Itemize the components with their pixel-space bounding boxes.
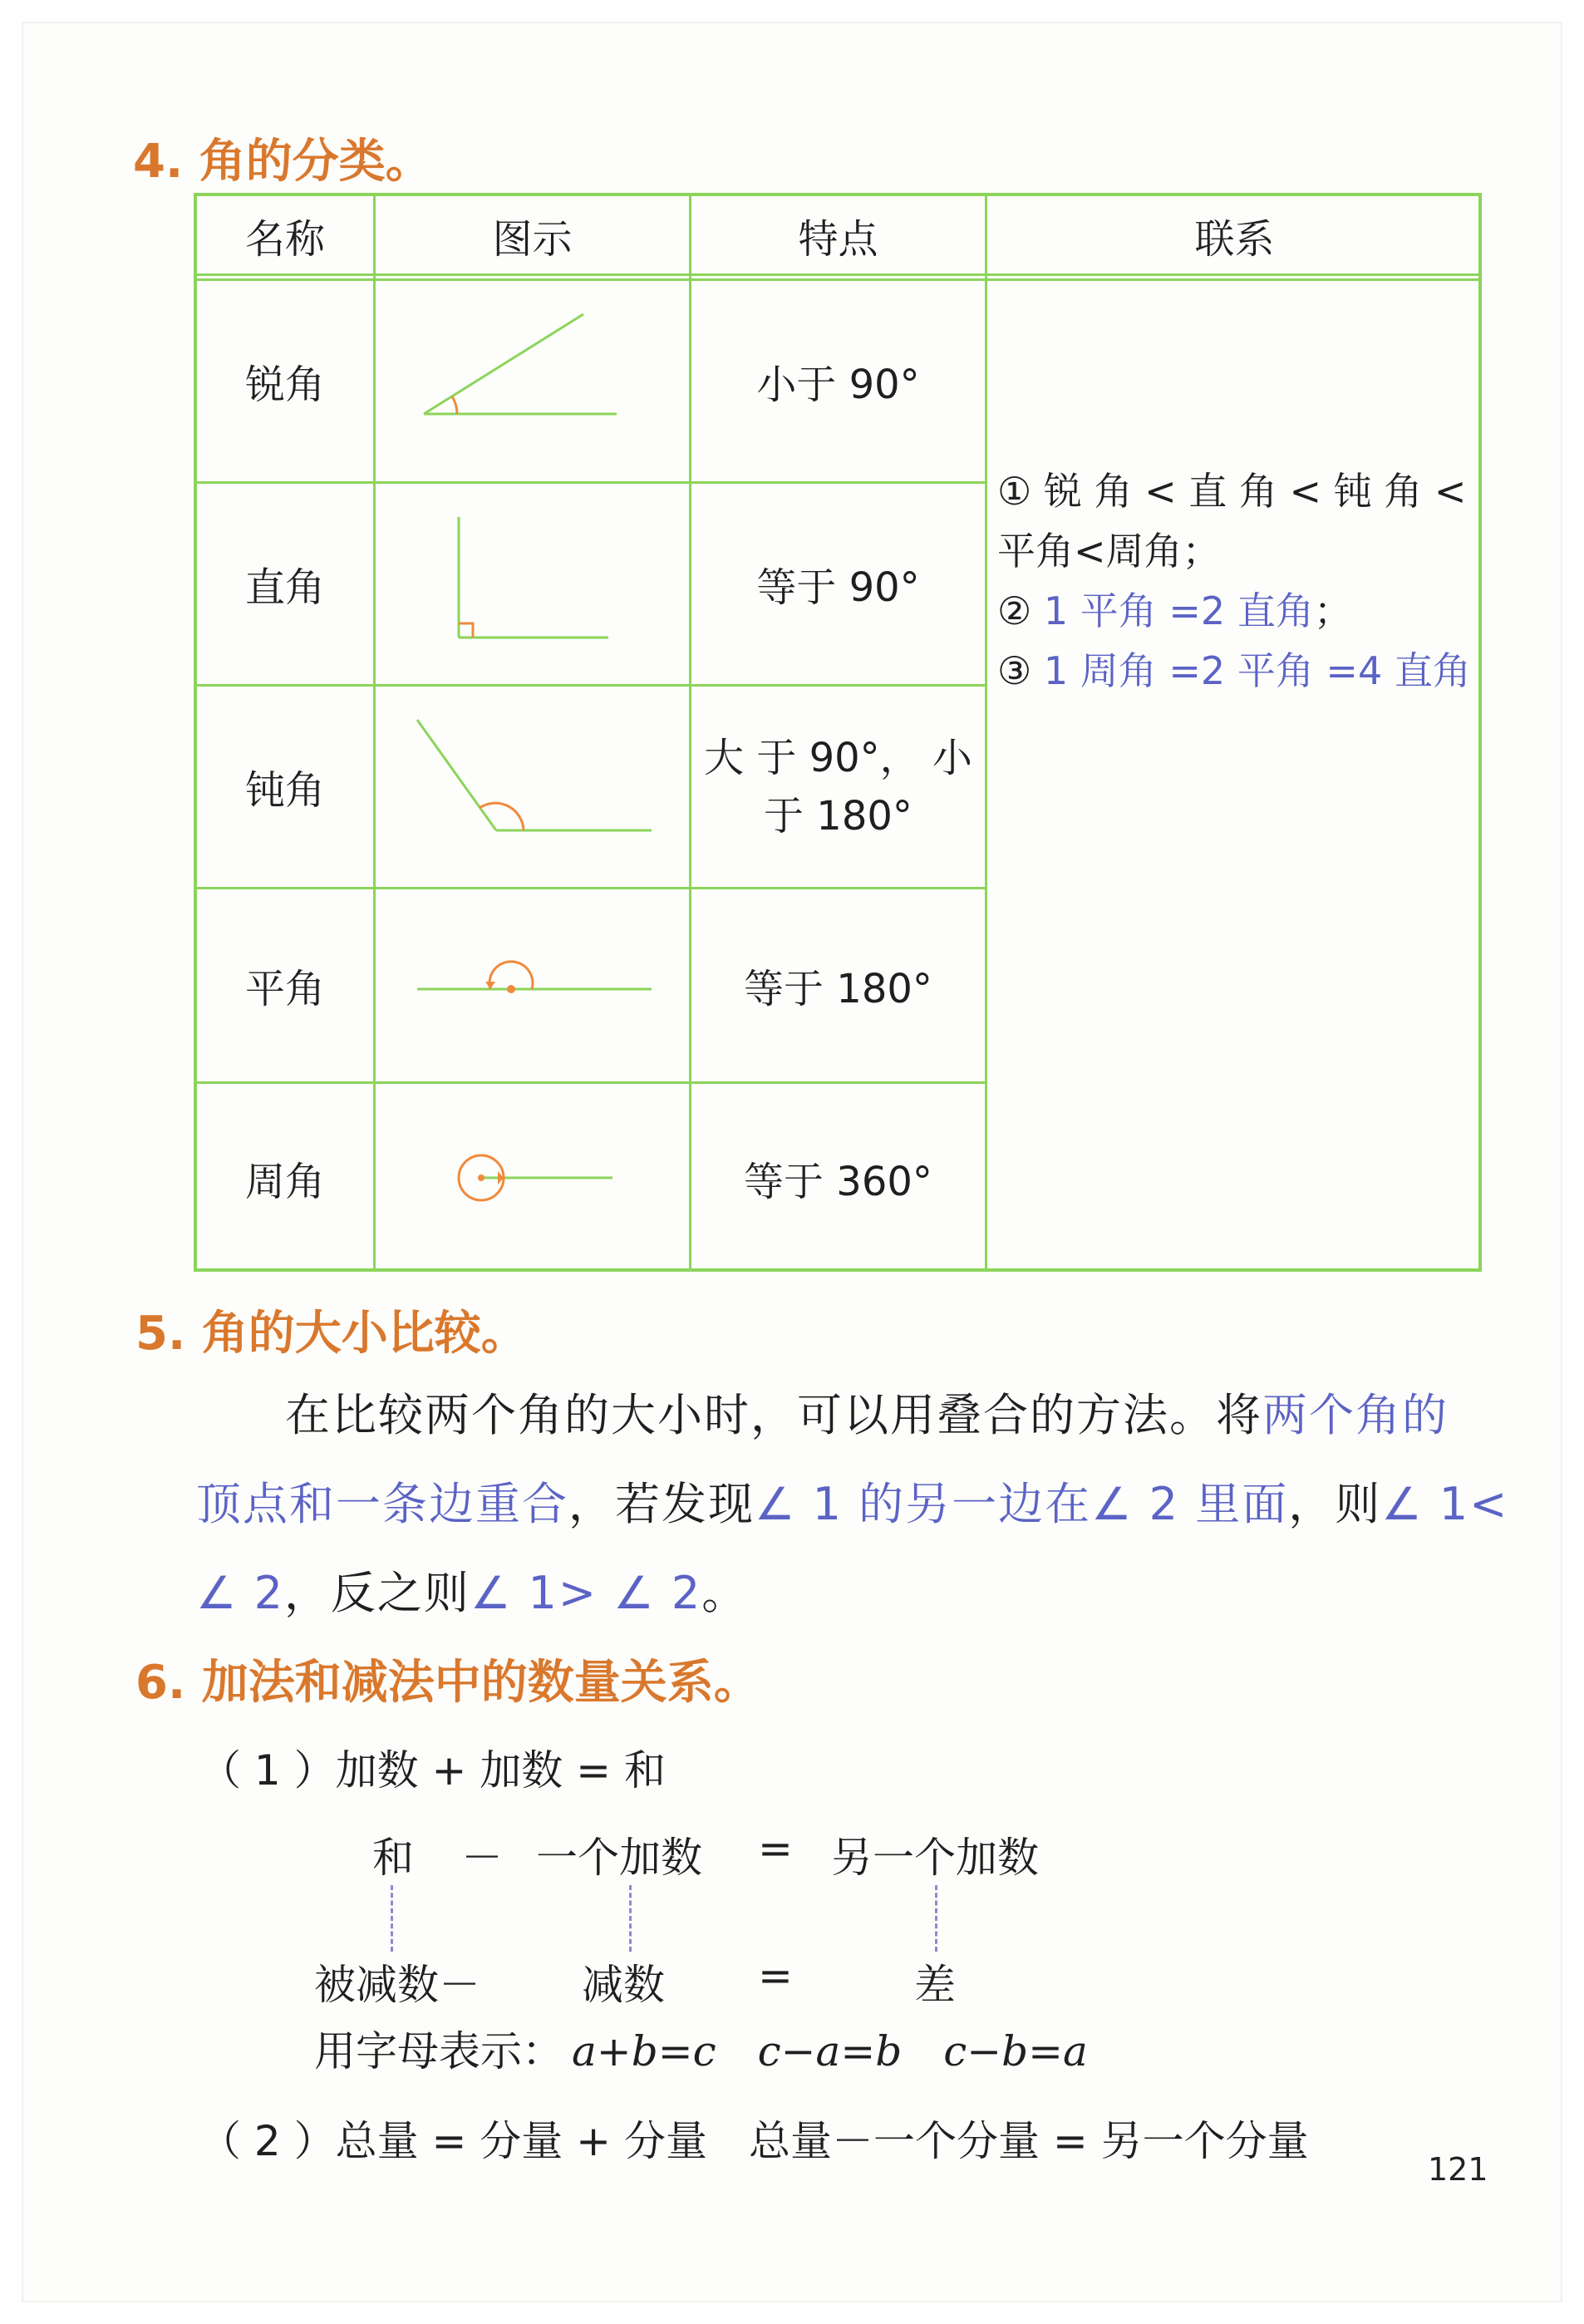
link-dash (935, 1885, 937, 1952)
item-2: （ 2 ）总量 = 分量 + 分量 总量－一个分量 = 另一个分量 (199, 2117, 1309, 2165)
feature-obtuse-line1: 大 于 90°， 小 (704, 734, 972, 781)
acute-angle-figure (376, 281, 689, 481)
relation-line-2: 平角<周角； (997, 529, 1221, 574)
table-vline (985, 196, 987, 1268)
p1-highlight: 两个角的 (1262, 1389, 1449, 1441)
header-figure: 图示 (492, 215, 573, 263)
page-number: 121 (1428, 2151, 1488, 2188)
feature-obtuse-line2: 于 180° (764, 792, 913, 839)
relation-line-1: ① 锐 角 < 直 角 < 钝 角 < (997, 469, 1467, 514)
row1-minus: － (461, 1834, 503, 1882)
formula-3: c−b=a (943, 2027, 1088, 2075)
row1-equals: = (758, 1824, 793, 1873)
p3-text-1: ，反之则 (283, 1567, 470, 1619)
row-feature-full: 等于 360° (744, 1158, 932, 1205)
angle-classification-table (194, 193, 1482, 1272)
section-5-title: 5. 角的大小比较。 (135, 1307, 528, 1361)
paragraph-line-1 (285, 1380, 1449, 1444)
p3-text-2: 。 (701, 1567, 749, 1619)
letters-row (314, 2018, 1088, 2078)
section-6-title: 6. 加法和减法中的数量关系。 (135, 1656, 760, 1710)
header-feature: 特点 (798, 215, 878, 263)
row-feature-right: 等于 90° (756, 564, 920, 611)
full-angle-figure (376, 1084, 689, 1272)
row1-other-addend: 另一个加数 (831, 1834, 1039, 1882)
p2-highlight-3: ∠ 1< (1381, 1478, 1509, 1530)
relation-full-angle: 1 周角 =2 平角 =4 直角 (1031, 648, 1471, 693)
letters-label: 用字母表示： (314, 2027, 563, 2075)
row-feature-obtuse (691, 687, 985, 887)
relation-line-4 (997, 641, 1479, 701)
p3-highlight-1: ∠ 2 (196, 1567, 284, 1619)
row2-difference: 差 (914, 1961, 956, 2009)
p3-highlight-2: ∠ 1> ∠ 2 (470, 1567, 702, 1619)
relation-line-3 (997, 581, 1479, 641)
p2-highlight-1: 顶点和一条边重合 (196, 1478, 568, 1530)
formula-1: a+b=c (572, 2027, 716, 2075)
relation-num-2: ② (997, 588, 1032, 633)
row1-addend: 一个加数 (536, 1834, 702, 1882)
straight-angle-figure (376, 889, 689, 1081)
row2-equals: = (758, 1952, 793, 2000)
section-4-title: 4. 角的分类。 (133, 135, 432, 189)
relation-half-right: 1 平角 =2 直角 (1031, 588, 1314, 633)
relation-text (997, 461, 1479, 701)
p2-text-1: ，若发现 (568, 1478, 755, 1530)
row-feature-acute: 小于 90° (756, 362, 920, 408)
paragraph-line-3 (196, 1558, 748, 1622)
p2-highlight-2: ∠ 1 的另一边在∠ 2 里面 (755, 1478, 1289, 1530)
row2-subtrahend: 减数 (582, 1961, 665, 2009)
row-name-straight: 平角 (244, 966, 325, 1012)
paragraph-line-2 (196, 1469, 1508, 1533)
link-dash (629, 1885, 632, 1952)
row1-sum: 和 (372, 1834, 414, 1882)
row-name-acute: 锐角 (244, 362, 325, 408)
row-name-obtuse: 钝角 (244, 767, 325, 814)
row-feature-straight: 等于 180° (744, 966, 932, 1012)
header-separator (197, 273, 1478, 281)
obtuse-angle-figure (376, 687, 689, 887)
relation-semicolon: ； (1313, 588, 1352, 633)
right-angle-figure (376, 484, 689, 684)
link-dash (391, 1885, 393, 1952)
item-1: （ 1 ）加数 + 加数 = 和 (199, 1746, 666, 1795)
relation-num-3: ③ (997, 648, 1032, 693)
row-name-right: 直角 (244, 564, 325, 611)
row2-minuend: 被减数－ (314, 1961, 480, 2009)
header-relation: 联系 (1194, 215, 1275, 263)
formula-2: c−a=b (757, 2027, 903, 2075)
row-name-full: 周角 (244, 1158, 325, 1205)
p1-text: 在比较两个角的大小时，可以用叠合的方法。将 (285, 1389, 1262, 1441)
header-name: 名称 (244, 215, 325, 263)
p2-text-2: ，则 (1288, 1478, 1382, 1530)
